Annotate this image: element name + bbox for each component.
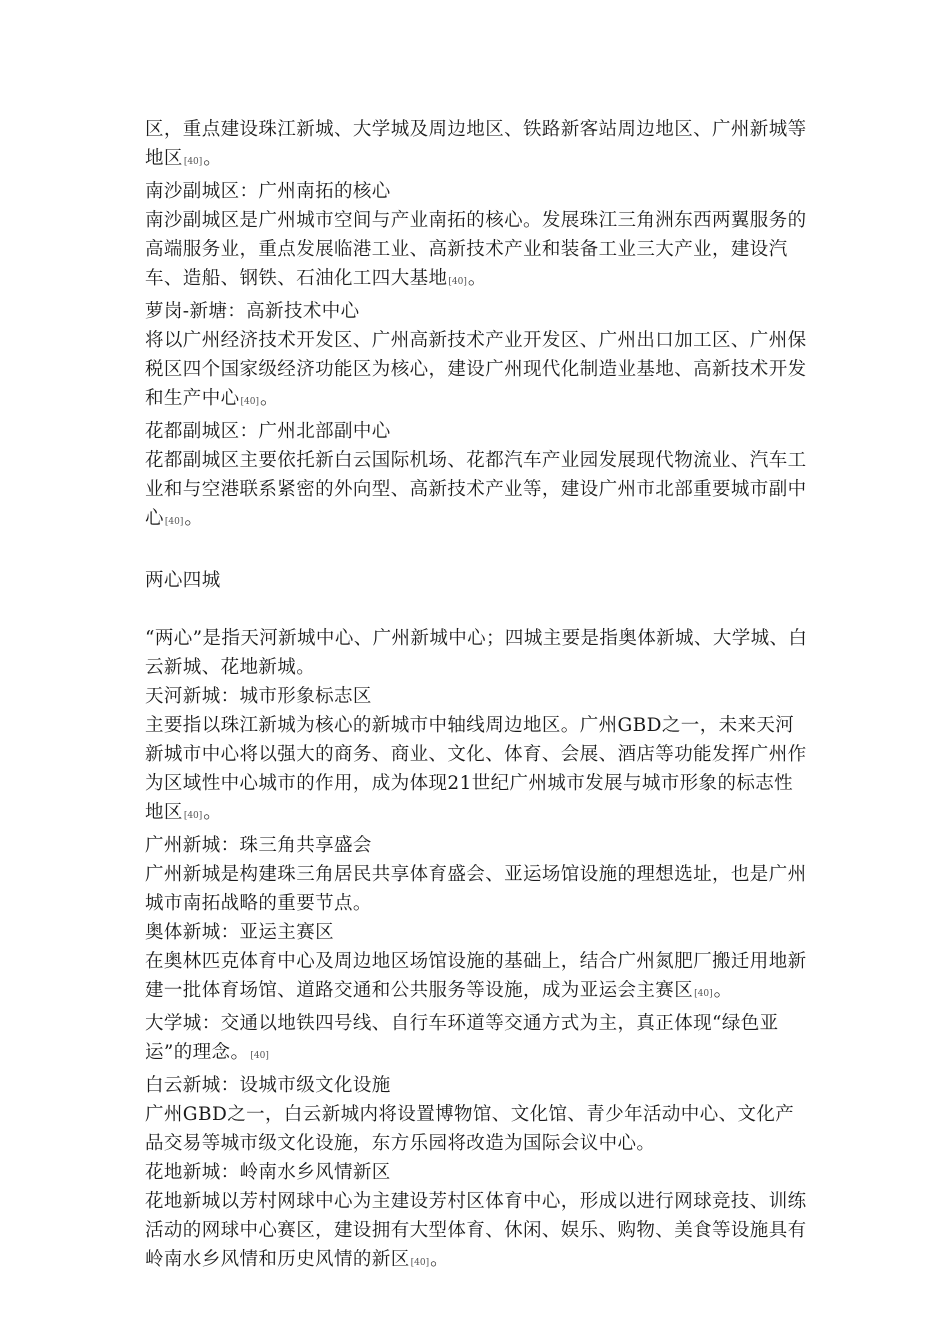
body-paragraph xyxy=(145,624,810,682)
subsection-heading xyxy=(145,1071,810,1100)
citation-ref[interactable]: [40] xyxy=(694,989,713,999)
body-paragraph xyxy=(145,115,810,177)
paragraph-text: 奥体新城：亚运主赛区 xyxy=(145,922,335,943)
subsection-heading xyxy=(145,297,810,326)
paragraph-text: 在奥林匹克体育中心及周边地区场馆设施的基础上，结合广州氮肥厂搬迁用地新建一批体育场馆、道路交通和公共服务等设施，成为亚运会主赛区 xyxy=(145,951,807,1001)
body-paragraph xyxy=(145,947,810,1009)
paragraph-text: 广州GBD之一，白云新城内将设置博物馆、文化馆、青少年活动中心、文化产品交易等城市级文化设施，东方乐园将改造为国际会议中心。 xyxy=(145,1104,795,1154)
citation-ref[interactable]: [40] xyxy=(448,277,467,287)
body-paragraph xyxy=(145,206,810,297)
body-paragraph xyxy=(145,1187,810,1278)
paragraph-tail: 。 xyxy=(430,1249,449,1270)
paragraph-tail: 。 xyxy=(467,268,487,289)
document-body xyxy=(145,115,810,1278)
body-paragraph xyxy=(145,1009,810,1071)
subsection-heading xyxy=(145,177,810,206)
citation-ref[interactable]: [40] xyxy=(410,1258,430,1268)
paragraph-text: 区，重点建设珠江新城、大学城及周边地区、铁路新客站周边地区、广州新城等地区 xyxy=(145,119,807,169)
paragraph-tail: 。 xyxy=(203,148,223,169)
subsection-heading xyxy=(145,682,810,711)
paragraph-tail: 。 xyxy=(184,508,204,529)
paragraph-text: 将以广州经济技术开发区、广州高新技术产业开发区、广州出口加工区、广州保税区四个国家级经济功能区为核心，建设广州现代化制造业基地、高新技术开发和生产中心 xyxy=(145,330,807,409)
citation-ref[interactable]: [40] xyxy=(164,517,184,527)
paragraph-text: 大学城：交通以地铁四号线、自行车环道等交通方式为主，真正体现“绿色亚运”的理念。 xyxy=(145,1013,779,1063)
paragraph-text: 主要指以珠江新城为核心的新城市中轴线周边地区。广州GBD之一，未来天河新城市中心将以强大的商务、商业、文化、体育、会展、酒店等功能发挥广州作为区域性中心城市的作用，成为体现21世纪广州城市发展与城市形象的标志性地区 xyxy=(145,715,807,823)
paragraph-text: 白云新城：设城市级文化设施 xyxy=(145,1075,391,1096)
body-paragraph xyxy=(145,711,810,831)
paragraph-text: 花都副城区主要依托新白云国际机场、花都汽车产业园发展现代物流业、汽车工业和与空港联系紧密的外向型、高新技术产业等，建设广州市北部重要城市副中心 xyxy=(145,450,807,529)
paragraph-text: 萝岗-新塘：高新技术中心 xyxy=(145,301,360,322)
paragraph-text: 花地新城以芳村网球中心为主建设芳村区体育中心，形成以进行网球竞技、训练活动的网球中心赛区，建设拥有大型体育、休闲、娱乐、购物、美食等设施具有岭南水乡风情和历史风情的新区 xyxy=(145,1191,807,1270)
subsection-heading xyxy=(145,918,810,947)
paragraph-tail: 。 xyxy=(203,802,223,823)
section-title xyxy=(145,566,810,595)
subsection-heading xyxy=(145,1158,810,1187)
paragraph-text: “两心”是指天河新城中心、广州新城中心；四城主要是指奥体新城、大学城、白云新城、花地新城。 xyxy=(145,628,808,678)
paragraph-text: 南沙副城区是广州城市空间与产业南拓的核心。发展珠江三角洲东西两翼服务的高端服务业，重点发展临港工业、高新技术产业和装备工业三大产业，建设汽车、造船、钢铁、石油化工四大基地 xyxy=(145,210,807,289)
paragraph-text: 花地新城：岭南水乡风情新区 xyxy=(145,1162,391,1183)
paragraph-text: 广州新城是构建珠三角居民共享体育盛会、亚运场馆设施的理想选址，也是广州城市南拓战略的重要节点。 xyxy=(145,864,807,914)
citation-ref[interactable]: [40] xyxy=(250,1051,269,1061)
subsection-heading xyxy=(145,831,810,860)
body-paragraph xyxy=(145,1100,810,1158)
paragraph-text: 花都副城区：广州北部副中心 xyxy=(145,421,391,442)
paragraph-text: 广州新城：珠三角共享盛会 xyxy=(145,835,372,856)
paragraph-text: 南沙副城区：广州南拓的核心 xyxy=(145,181,391,202)
paragraph-tail: 。 xyxy=(713,980,733,1001)
subsection-heading xyxy=(145,417,810,446)
body-paragraph xyxy=(145,326,810,417)
paragraph-tail: 。 xyxy=(260,388,279,409)
paragraph-text: 两心四城 xyxy=(145,570,221,591)
citation-ref[interactable]: [40] xyxy=(183,811,203,821)
paragraph-text: 天河新城：城市形象标志区 xyxy=(145,686,372,707)
body-paragraph xyxy=(145,446,810,537)
citation-ref[interactable]: [40] xyxy=(240,397,259,407)
citation-ref[interactable]: [40] xyxy=(183,157,203,167)
body-paragraph xyxy=(145,860,810,918)
